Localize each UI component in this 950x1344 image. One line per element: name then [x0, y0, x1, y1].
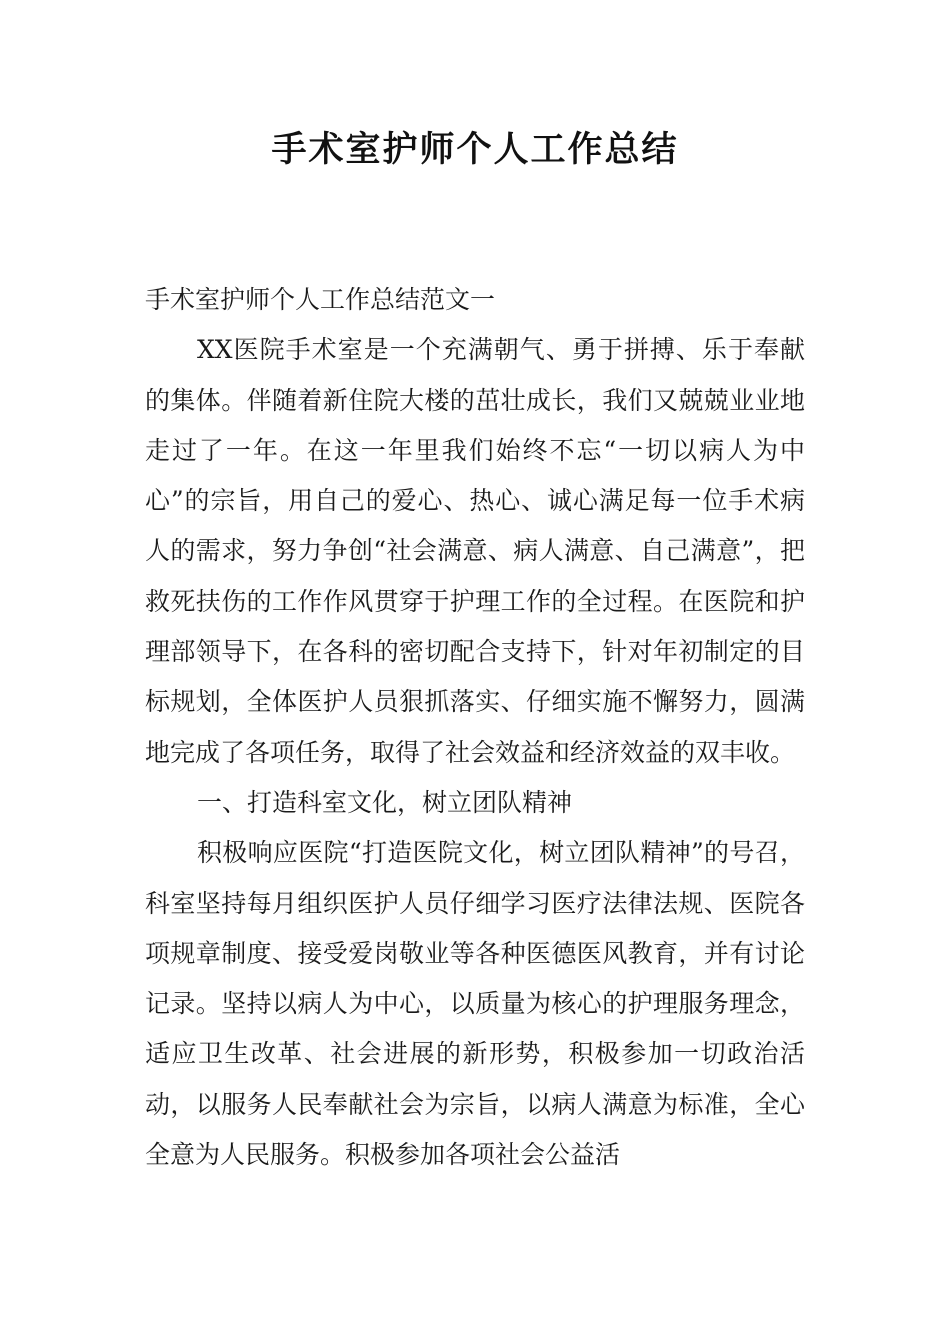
document-title: 手术室护师个人工作总结 [271, 130, 679, 170]
paragraph-intro: XX医院手术室是一个充满朝气、勇于拼搏、乐于奉献的集体。伴随着新住院大楼的茁壮成长，我们又兢兢业业地走过了一年。在这一年里我们始终不忘“一切以病人为中心”的宗旨，用自己的爱心、热心、诚心满足每一位手术病人的需求，努力争创“社会满意、病人满意、自己满意”，把救死扶伤的工作作风贯穿于护理工作的全过程。在医院和护理部领导下，在各科的密切配合支持下，针对年初制定的目标规划，全体医护人员狠抓落实、仔细实施不懈努力，圆满地完成了各项任务，取得了社会效益和经济效益的双丰收。 [145, 335, 805, 767]
paragraph-section-1: 积极响应医院“打造医院文化，树立团队精神”的号召，科室坚持每月组织医护人员仔细学习医疗法律法规、医院各项规章制度、接受爱岗敬业等各种医德医风教育，并有讨论记录。坚持以病人为中心，以质量为核心的护理服务理念，适应卫生改革、社会进展的新形势，积极参加一切政治活动，以服务人民奉献社会为宗旨，以病人满意为标准，全心全意为人民服务。积极参加各项社会公益活 [145, 838, 805, 1170]
document-subtitle: 手术室护师个人工作总结范文一 [145, 285, 496, 314]
section-heading-1: 一、打造科室文化，树立团队精神 [197, 787, 573, 817]
document-body [145, 275, 805, 1180]
